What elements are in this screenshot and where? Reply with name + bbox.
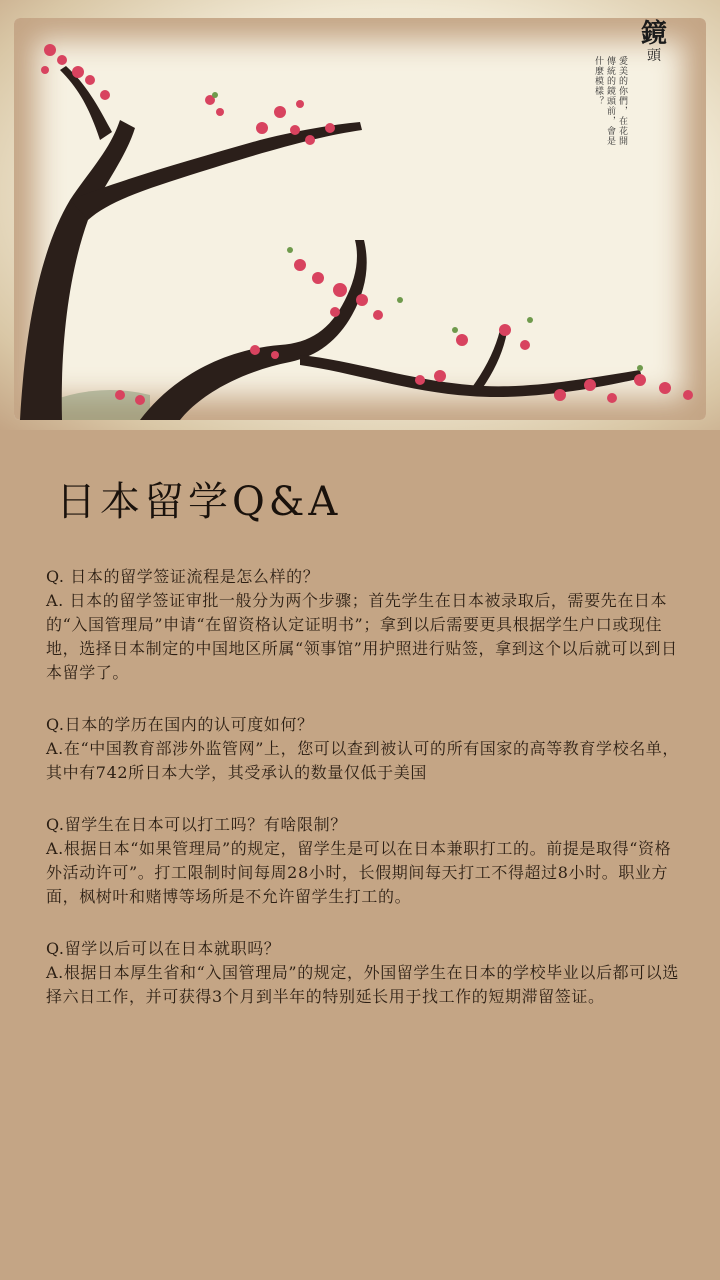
answer: A.在“中国教育部涉外监管网”上，您可以查到被认可的所有国家的高等教育学校名单，其中有742所日本大学，其受承认的数量仅低于美国 [46,739,680,782]
seal-subcharacter: 頭 [647,48,661,64]
qa-item [46,813,682,909]
question: Q.留学以后可以在日本就职吗？ [46,939,281,958]
question: Q.日本的学历在国内的认可度如何？ [46,715,314,734]
hero-image [0,0,720,430]
qa-item [46,713,682,785]
question: Q. 日本的留学签证流程是怎么样的？ [46,567,320,586]
question: Q.留学生在日本可以打工吗？有啥限制？ [46,815,347,834]
qa-item [46,937,682,1009]
seal-character: 鏡 [640,19,667,49]
qa-item [46,565,682,685]
answer: A.根据日本“如果管理局”的规定，留学生是可以在日本兼职打工的。前提是取得“资格外活动许可”。打工限制时间每周28小时，长假期间每天打工不得超过8小时。职业方面，枫树叶和赌博等场所是不允许留学生打工的。 [46,839,672,906]
answer: A. 日本的留学签证审批一般分为两个步骤；首先学生在日本被录取后，需要先在日本的“入国管理局”申请“在留资格认定证明书”；拿到以后需要更具根据学生户口或现住地，选择日本制定的中国地区所属“领事馆”用护照进行贴签，拿到这个以后就可以到日本留学了。 [46,591,678,682]
hero-seal [634,20,674,64]
qa-list [46,565,682,1037]
answer: A.根据日本厚生省和“入国管理局”的规定，外国留学生在日本的学校毕业以后都可以选择六日工作，并可获得3个月到半年的特别延长用于找工作的短期滞留签证。 [46,963,680,1006]
page-title: 日本留学Q&A [56,479,342,525]
hero-poem: 愛美的你們，在花開傳統的鏡頭前，會是什麼模樣？ [593,56,627,146]
